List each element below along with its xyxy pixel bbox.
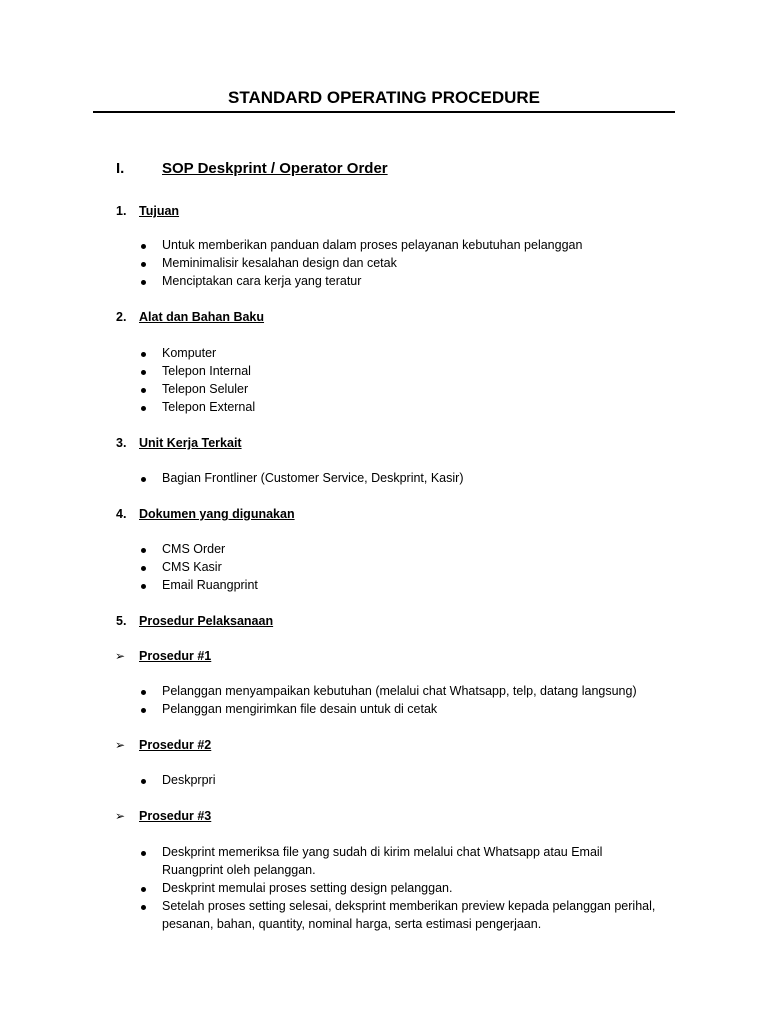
list-item: CMS Kasir	[162, 560, 222, 574]
bullet-dot	[141, 584, 146, 589]
heading-number: 3.	[116, 436, 127, 450]
heading-number: 1.	[116, 204, 127, 218]
list-item: Menciptakan cara kerja yang teratur	[162, 274, 362, 288]
bullet-dot	[141, 779, 146, 784]
list-item: Email Ruangprint	[162, 578, 258, 592]
bullet-dot	[141, 566, 146, 571]
list-item: Bagian Frontliner (Customer Service, Deskprint, Kasir)	[162, 471, 464, 485]
bullet-dot	[141, 548, 146, 553]
document-title: STANDARD OPERATING PROCEDURE	[228, 88, 540, 107]
list-item: Pelanggan menyampaikan kebutuhan (melalui chat Whatsapp, telp, datang langsung)	[162, 684, 637, 698]
heading-number: 4.	[116, 507, 127, 521]
heading-number: 5.	[116, 614, 127, 628]
bullet-dot	[141, 388, 146, 393]
heading-number: 2.	[116, 310, 127, 324]
heading-alat: Alat dan Bahan Baku	[139, 310, 265, 324]
section-title: SOP Deskprint / Operator Order	[162, 160, 388, 177]
prosedur-3-label: Prosedur #3	[139, 809, 212, 823]
bullet-dot	[141, 905, 146, 910]
arrow-bullet-icon: ➢	[115, 809, 126, 823]
list-item: Deskprint memulai proses setting design pelanggan.	[162, 881, 453, 895]
heading-prosedur: Prosedur Pelaksanaan	[139, 614, 274, 628]
section-number: I.	[116, 160, 125, 177]
list-item: Telepon Internal	[162, 364, 251, 378]
arrow-bullet-icon: ➢	[115, 649, 126, 663]
heading-unit: Unit Kerja Terkait	[139, 436, 242, 450]
bullet-dot	[141, 280, 146, 285]
bullet-dot	[141, 477, 146, 482]
list-item: Telepon External	[162, 400, 256, 414]
list-item: Meminimalisir kesalahan design dan cetak	[162, 256, 397, 270]
title-underline	[93, 111, 675, 113]
list-item-continuation: Ruangprint oleh pelanggan.	[162, 863, 316, 877]
list-item-continuation: pesanan, bahan, quantity, nominal harga, serta estimasi pengerjaan.	[162, 917, 542, 931]
bullet-dot	[141, 690, 146, 695]
heading-dokumen: Dokumen yang digunakan	[139, 507, 295, 521]
list-item: CMS Order	[162, 542, 226, 556]
prosedur-1-label: Prosedur #1	[139, 649, 212, 663]
prosedur-2-label: Prosedur #2	[139, 738, 212, 752]
list-item: Deskprpri	[162, 773, 216, 787]
list-item: Deskprint memeriksa file yang sudah di kirim melalui chat Whatsapp atau Email	[162, 845, 603, 859]
bullet-dot	[141, 851, 146, 856]
list-item: Komputer	[162, 346, 217, 360]
heading-tujuan: Tujuan	[139, 204, 180, 218]
arrow-bullet-icon: ➢	[115, 738, 126, 752]
bullet-dot	[141, 244, 146, 249]
bullet-dot	[141, 708, 146, 713]
bullet-dot	[141, 887, 146, 892]
list-item: Telepon Seluler	[162, 382, 249, 396]
bullet-dot	[141, 370, 146, 375]
list-item: Untuk memberikan panduan dalam proses pelayanan kebutuhan pelanggan	[162, 238, 583, 252]
list-item: Pelanggan mengirimkan file desain untuk di cetak	[162, 702, 438, 716]
bullet-dot	[141, 352, 146, 357]
bullet-dot	[141, 406, 146, 411]
list-item: Setelah proses setting selesai, deksprint memberikan preview kepada pelanggan perihal,	[162, 899, 656, 913]
bullet-dot	[141, 262, 146, 267]
